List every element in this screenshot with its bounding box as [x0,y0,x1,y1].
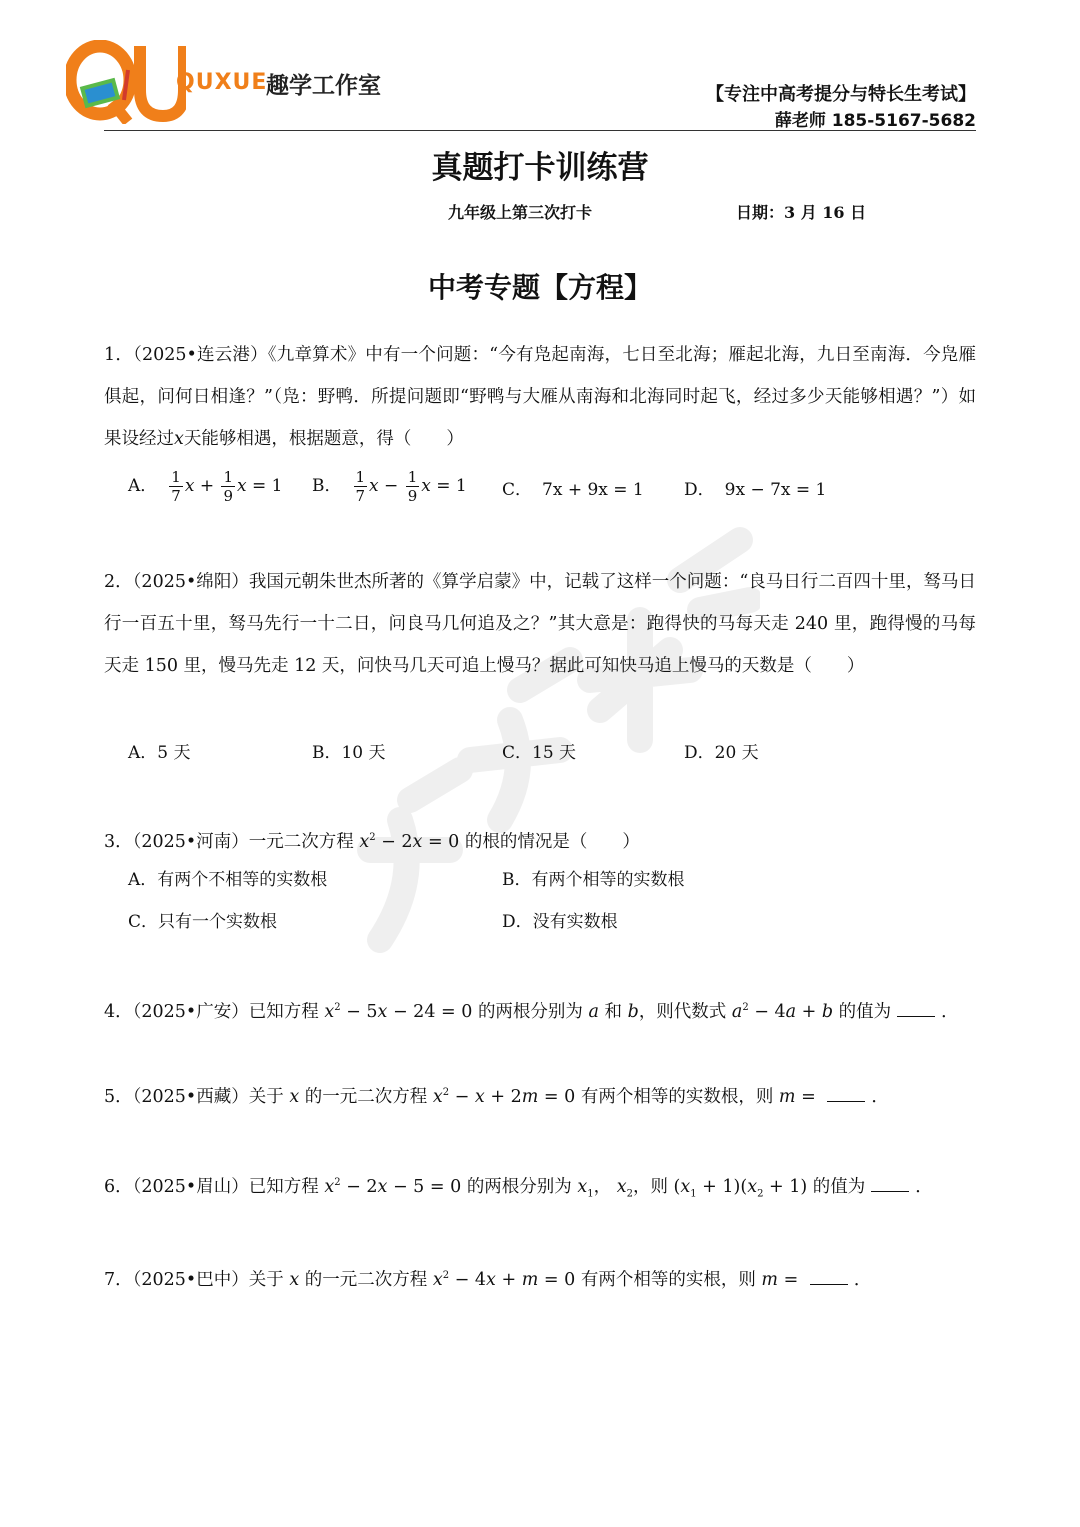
q2-option-d: D．20 天 [684,743,759,763]
page-title: 真题打卡训练营 [431,150,649,186]
subtitle-date: 日期：3 月 16 日 [736,203,867,222]
q1-option-d: D． 9x − 7x = 1 [684,480,827,500]
q3-option-c: C．只有一个实数根 [128,912,278,932]
q2-option-a: A．5 天 [128,743,191,763]
header-slogan: 【专注中高考提分与特长生考试】 [706,84,976,105]
answer-blank [897,1002,935,1017]
q1-option-c: C． 7x + 9x = 1 [502,480,644,500]
subtitle-session: 九年级上第三次打卡 [448,203,593,222]
section-title: 中考专题【方程】 [427,271,652,304]
quxue-logo [66,40,186,124]
answer-blank [827,1087,865,1102]
brand-name-en: QUXUE [176,70,268,95]
question-7: 7．（2025•巴中）关于 x 的一元二次方程 $x^2 - 4x + m = 0$ 有两个相等的实根，则 m = ． [104,1269,872,1290]
answer-blank [871,1177,909,1192]
question-1: 1．（2025•连云港）《九章算术》中有一个问题：“今有凫起南海，七日至北海；雁起北海，九日至南海．今凫雁俱起，问何日相逢？”（凫：野鸭．所提问题即“野鸭与大雁从南海和北海同时起飞，经过多少天能够相遇？”）如果设经过x天能够相遇，根据题意，得（ ） [104,345,976,449]
q1-option-a: A． $\frac{1}{7}$ x + $\frac{1}{9}$ x = 1 [128,468,283,505]
question-5: 5．（2025•西藏）关于 x 的一元二次方程 $x^2 - x + 2m = 0$ 有两个相等的实数根，则 m = ． [104,1086,889,1107]
question-2: 2．（2025•绵阳）我国元朝朱世杰所著的《算学启蒙》中，记载了这样一个问题：“良马日行二百四十里，驽马日行一百五十里，驽马先行一十二日，问良马几何追及之？”其大意是：跑得快的马每天走 240 里，跑得慢的马每天走 150 里，慢马先走 12 天，问快马几天可追上慢马？据此可知快马追上慢马的天数是（ ） [104,572,976,676]
q3-option-a: A．有两个不相等的实数根 [128,870,328,890]
question-4: 4．（2025•广安）已知方程 $x^2 - 5x - 24 = 0$ 的两根分别为 a 和 b，则代数式 $a^2 - 4a + b$ 的值为 ． [104,1001,959,1022]
header-divider [104,130,976,131]
question-3: 3．（2025•河南）一元二次方程 $x^2 - 2x = 0$ 的根的情况是（ ） [104,831,640,852]
q2-option-c: C．15 天 [502,743,577,763]
q3-option-b: B．有两个相等的实数根 [502,870,685,890]
q1-option-b: B． $\frac{1}{7}$ x − $\frac{1}{9}$ x = 1 [312,468,467,505]
q3-option-d: D．没有实数根 [502,912,618,932]
question-6: 6．（2025•眉山）已知方程 $x^2 - 2x - 5 = 0$ 的两根分别为 $x_1$， $x_2$，则 $(x_1 + 1)(x_2 + 1)$ 的值为 ． [104,1176,933,1200]
brand-name-cn: 趣学工作室 [266,73,381,99]
q2-option-b: B．10 天 [312,743,386,763]
header-contact: 薛老师 185-5167-5682 [774,111,976,131]
answer-blank [810,1270,848,1285]
